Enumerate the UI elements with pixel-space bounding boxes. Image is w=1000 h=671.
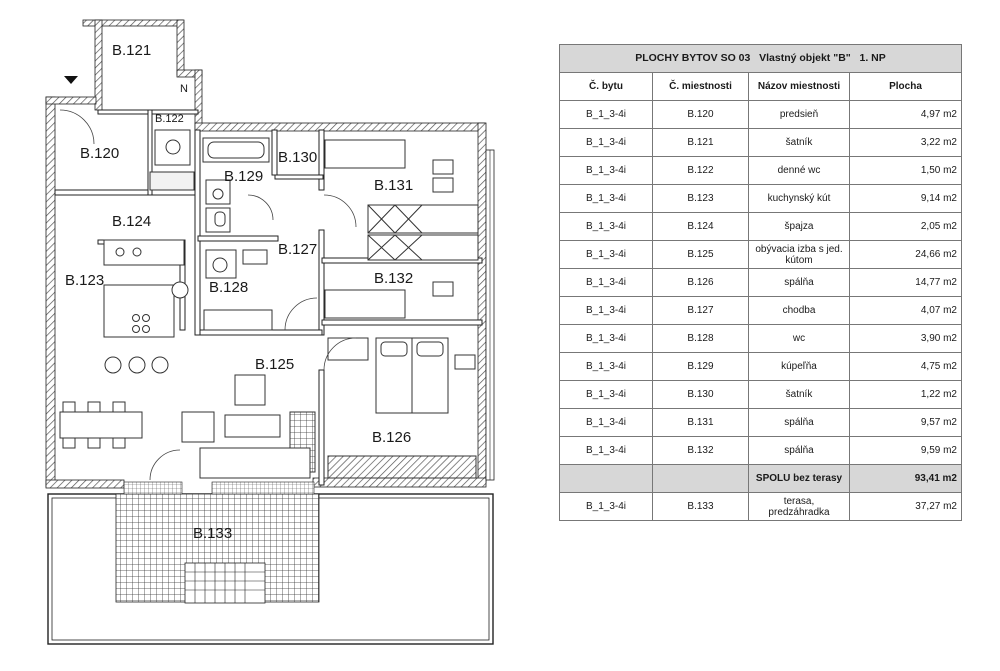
terrace-area: 37,27 m2 bbox=[850, 493, 962, 521]
cell-room-name: chodba bbox=[749, 297, 850, 325]
cell-room-number: B.128 bbox=[653, 325, 749, 353]
cell-area: 14,77 m2 bbox=[850, 269, 962, 297]
cell-room-name: šatník bbox=[749, 381, 850, 409]
room-label-b123: B.123 bbox=[65, 272, 105, 289]
terrace bbox=[48, 482, 493, 644]
cell-apartment: B_1_3-4i bbox=[560, 129, 653, 157]
cell-area: 9,57 m2 bbox=[850, 409, 962, 437]
cell-room-number: B.132 bbox=[653, 437, 749, 465]
table-title: PLOCHY BYTOV SO 03 Vlastný objekt "B" 1. NP bbox=[560, 45, 962, 73]
cell-room-name: obývacia izba s jed. kútom bbox=[749, 241, 850, 269]
cell-room-name: wc bbox=[749, 325, 850, 353]
room-label-b121: B.121 bbox=[112, 42, 152, 59]
cell-apartment: B_1_3-4i bbox=[560, 241, 653, 269]
cell-area: 1,22 m2 bbox=[850, 381, 962, 409]
table-row bbox=[560, 129, 962, 157]
cell-apartment: B_1_3-4i bbox=[560, 213, 653, 241]
cell-apartment: B_1_3-4i bbox=[560, 185, 653, 213]
cell-room-number: B.130 bbox=[653, 381, 749, 409]
terrace-room-name: terasa, predzáhradka bbox=[749, 493, 850, 521]
col-header-room-name: Názov miestnosti bbox=[749, 73, 850, 101]
cell-room-name: kuchynský kút bbox=[749, 185, 850, 213]
cell-room-number: B.129 bbox=[653, 353, 749, 381]
table-row bbox=[560, 185, 962, 213]
cell-room-number: B.123 bbox=[653, 185, 749, 213]
cell-area: 9,59 m2 bbox=[850, 437, 962, 465]
cell-apartment: B_1_3-4i bbox=[560, 409, 653, 437]
cell-room-number: B.131 bbox=[653, 409, 749, 437]
table-title-row bbox=[560, 45, 962, 73]
cell-area: 3,22 m2 bbox=[850, 129, 962, 157]
cell-apartment: B_1_3-4i bbox=[560, 381, 653, 409]
cell-room-number: B.121 bbox=[653, 129, 749, 157]
cell-room-name: šatník bbox=[749, 129, 850, 157]
room-label-b120: B.120 bbox=[80, 145, 120, 162]
summary-cell-empty bbox=[653, 465, 749, 493]
cell-area: 4,75 m2 bbox=[850, 353, 962, 381]
cell-area: 3,90 m2 bbox=[850, 325, 962, 353]
cell-room-name: kúpeľňa bbox=[749, 353, 850, 381]
entrance-arrow-icon bbox=[64, 76, 78, 84]
table-row bbox=[560, 157, 962, 185]
cell-area: 4,97 m2 bbox=[850, 101, 962, 129]
room-label-b131: B.131 bbox=[374, 177, 414, 194]
stairs-icon bbox=[185, 563, 265, 603]
cell-room-name: spálňa bbox=[749, 437, 850, 465]
room-area-table bbox=[559, 44, 962, 521]
room-label-b126: B.126 bbox=[372, 429, 412, 446]
col-header-apartment: Č. bytu bbox=[560, 73, 653, 101]
col-header-room-number: Č. miestnosti bbox=[653, 73, 749, 101]
room-label-b128: B.128 bbox=[209, 279, 249, 296]
cell-apartment: B_1_3-4i bbox=[560, 437, 653, 465]
cell-room-name: denné wc bbox=[749, 157, 850, 185]
cell-area: 24,66 m2 bbox=[850, 241, 962, 269]
room-label-b127: B.127 bbox=[278, 241, 318, 258]
cell-area: 4,07 m2 bbox=[850, 297, 962, 325]
table-row bbox=[560, 353, 962, 381]
cell-room-name: spálňa bbox=[749, 409, 850, 437]
svg-text:N: N bbox=[180, 83, 188, 95]
table-row bbox=[560, 437, 962, 465]
room-label-b124: B.124 bbox=[112, 213, 152, 230]
cell-room-number: B.126 bbox=[653, 269, 749, 297]
room-label-b130: B.130 bbox=[278, 149, 318, 166]
furniture bbox=[60, 83, 478, 478]
cell-area: 2,05 m2 bbox=[850, 213, 962, 241]
room-label-b122: B.122 bbox=[155, 113, 184, 125]
table-row bbox=[560, 241, 962, 269]
table-row bbox=[560, 325, 962, 353]
cell-room-name: špajza bbox=[749, 213, 850, 241]
summary-row bbox=[560, 465, 962, 493]
table-row bbox=[560, 409, 962, 437]
terrace-row bbox=[560, 493, 962, 521]
table-row bbox=[560, 269, 962, 297]
cell-apartment: B_1_3-4i bbox=[560, 353, 653, 381]
cell-apartment: B_1_3-4i bbox=[560, 269, 653, 297]
cell-area: 1,50 m2 bbox=[850, 157, 962, 185]
cell-room-number: B.120 bbox=[653, 101, 749, 129]
room-label-b133: B.133 bbox=[193, 525, 233, 542]
room-label-b129: B.129 bbox=[224, 168, 264, 185]
room-label-b132: B.132 bbox=[374, 270, 414, 287]
cell-room-name: predsieň bbox=[749, 101, 850, 129]
table-row bbox=[560, 297, 962, 325]
terrace-apartment: B_1_3-4i bbox=[560, 493, 653, 521]
cell-room-number: B.124 bbox=[653, 213, 749, 241]
terrace-room-number: B.133 bbox=[653, 493, 749, 521]
cell-room-name: spálňa bbox=[749, 269, 850, 297]
cell-apartment: B_1_3-4i bbox=[560, 157, 653, 185]
cell-room-number: B.127 bbox=[653, 297, 749, 325]
table-row bbox=[560, 213, 962, 241]
col-header-area: Plocha bbox=[850, 73, 962, 101]
cell-room-number: B.122 bbox=[653, 157, 749, 185]
summary-label: SPOLU bez terasy bbox=[749, 465, 850, 493]
cell-apartment: B_1_3-4i bbox=[560, 325, 653, 353]
cell-apartment: B_1_3-4i bbox=[560, 297, 653, 325]
cell-apartment: B_1_3-4i bbox=[560, 101, 653, 129]
table-row bbox=[560, 381, 962, 409]
summary-area: 93,41 m2 bbox=[850, 465, 962, 493]
cell-area: 9,14 m2 bbox=[850, 185, 962, 213]
summary-cell-empty bbox=[560, 465, 653, 493]
room-label-b125: B.125 bbox=[255, 356, 295, 373]
cell-room-number: B.125 bbox=[653, 241, 749, 269]
table-body bbox=[560, 101, 962, 465]
table-header-row bbox=[560, 73, 962, 101]
table-row bbox=[560, 101, 962, 129]
